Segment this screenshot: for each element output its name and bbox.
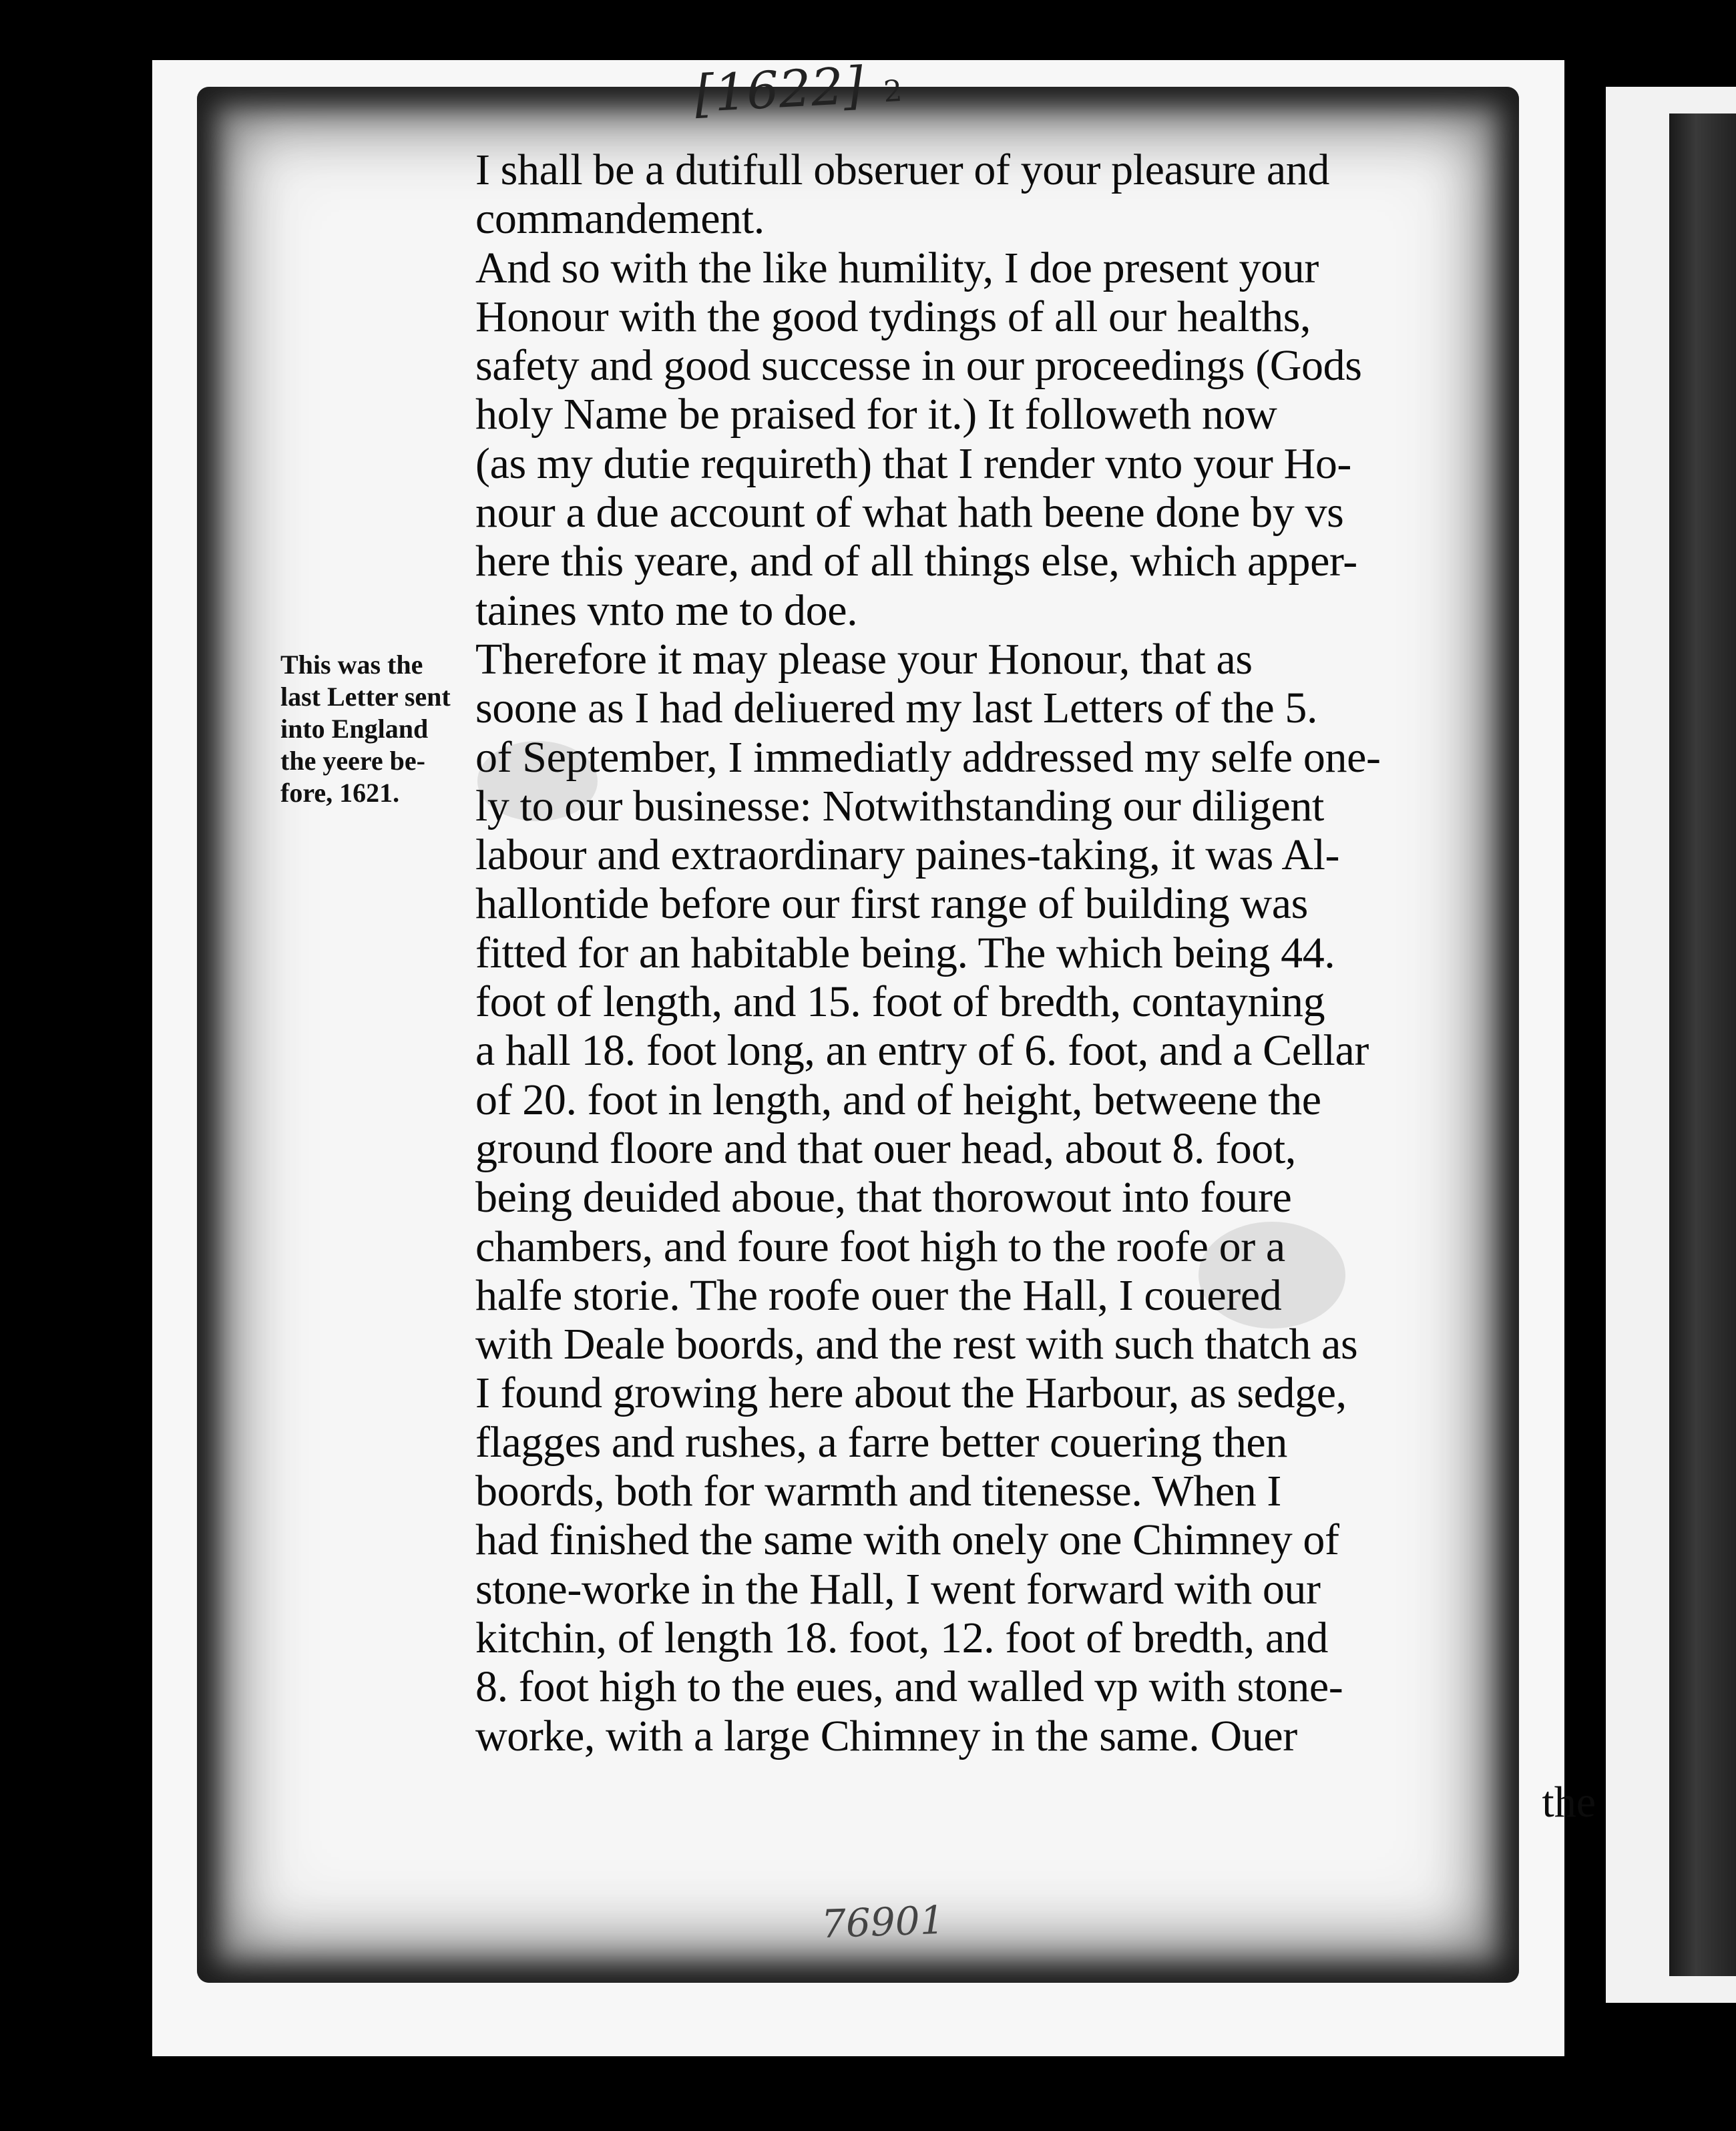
text-line: a hall 18. foot long, an entry of 6. foot, and a Cellar xyxy=(475,1026,1369,1076)
text-line: ly to our businesse: Notwithstanding our diligent xyxy=(475,781,1324,831)
text-line: with Deale boords, and the rest with such thatch as xyxy=(475,1320,1358,1369)
text-line: commandement. xyxy=(475,194,765,244)
handwritten-date: [1622] 2 xyxy=(692,55,903,124)
margin-note-line: into England xyxy=(280,714,429,744)
text-line: 8. foot high to the eues, and walled vp with stone- xyxy=(475,1662,1343,1712)
text-line: of September, I immediatly addressed my selfe one- xyxy=(475,732,1381,782)
text-line: flagges and rushes, a farre better couering then xyxy=(475,1417,1287,1467)
text-line: hallontide before our first range of building was xyxy=(475,879,1308,929)
text-line: being deuided aboue, that thorowout into foure xyxy=(475,1173,1292,1222)
text-line: here this yeare, and of all things else, which apper- xyxy=(475,537,1357,586)
margin-note-line: fore, 1621. xyxy=(280,778,400,808)
text-line: fitted for an habitable being. The which being 44. xyxy=(475,928,1335,977)
text-line: And so with the like humility, I doe present your xyxy=(475,243,1319,292)
margin-note xyxy=(280,649,474,809)
margin-note-line: This was the xyxy=(280,650,423,680)
text-line: taines vnto me to doe. xyxy=(475,585,858,635)
text-line: Honour with the good tydings of all our healths, xyxy=(475,292,1311,341)
text-line: Therefore it may please your Honour, that as xyxy=(475,634,1253,684)
margin-note-line: the yeere be- xyxy=(280,746,425,776)
text-line: holy Name be praised for it.) It followeth now xyxy=(475,390,1277,439)
body-text xyxy=(475,146,1397,1760)
text-line: worke, with a large Chimney in the same. Ouer xyxy=(475,1711,1297,1760)
text-line: halfe storie. The roofe ouer the Hall, I couered xyxy=(475,1270,1282,1320)
text-line: kitchin, of length 18. foot, 12. foot of bredth, and xyxy=(475,1613,1328,1662)
text-line: boords, both for warmth and titenesse. When I xyxy=(475,1467,1281,1516)
text-line: I found growing here about the Harbour, as sedge, xyxy=(475,1369,1347,1418)
catalog-number: 76901 xyxy=(820,1897,945,1947)
margin-note-line: last Letter sent xyxy=(280,682,451,712)
text-line: I shall be a dutifull obseruer of your pleasure and xyxy=(475,146,1330,194)
text-line: of 20. foot in length, and of height, betweene the xyxy=(475,1075,1321,1124)
text-line: safety and good successe in our proceedings (Gods xyxy=(475,341,1362,391)
text-line: labour and extraordinary paines-taking, it was Al- xyxy=(475,831,1340,880)
text-line: chambers, and foure foot high to the roofe or a xyxy=(475,1222,1285,1271)
text-line: nour a due account of what hath beene done by vs xyxy=(475,488,1344,537)
text-line: ground floore and that ouer head, about 8. foot, xyxy=(475,1124,1296,1173)
text-line: stone-worke in the Hall, I went forward with our xyxy=(475,1564,1321,1614)
text-line: foot of length, and 15. foot of bredth, contayning xyxy=(475,977,1325,1027)
text-line: (as my dutie requireth) that I render vnto your Ho- xyxy=(475,439,1352,488)
adjacent-page-edge xyxy=(1669,113,1736,1976)
catchword: the xyxy=(1542,1778,1596,1827)
text-line: soone as I had deliuered my last Letters of the 5. xyxy=(475,684,1318,733)
text-line: had finished the same with onely one Chimney of xyxy=(475,1515,1339,1565)
